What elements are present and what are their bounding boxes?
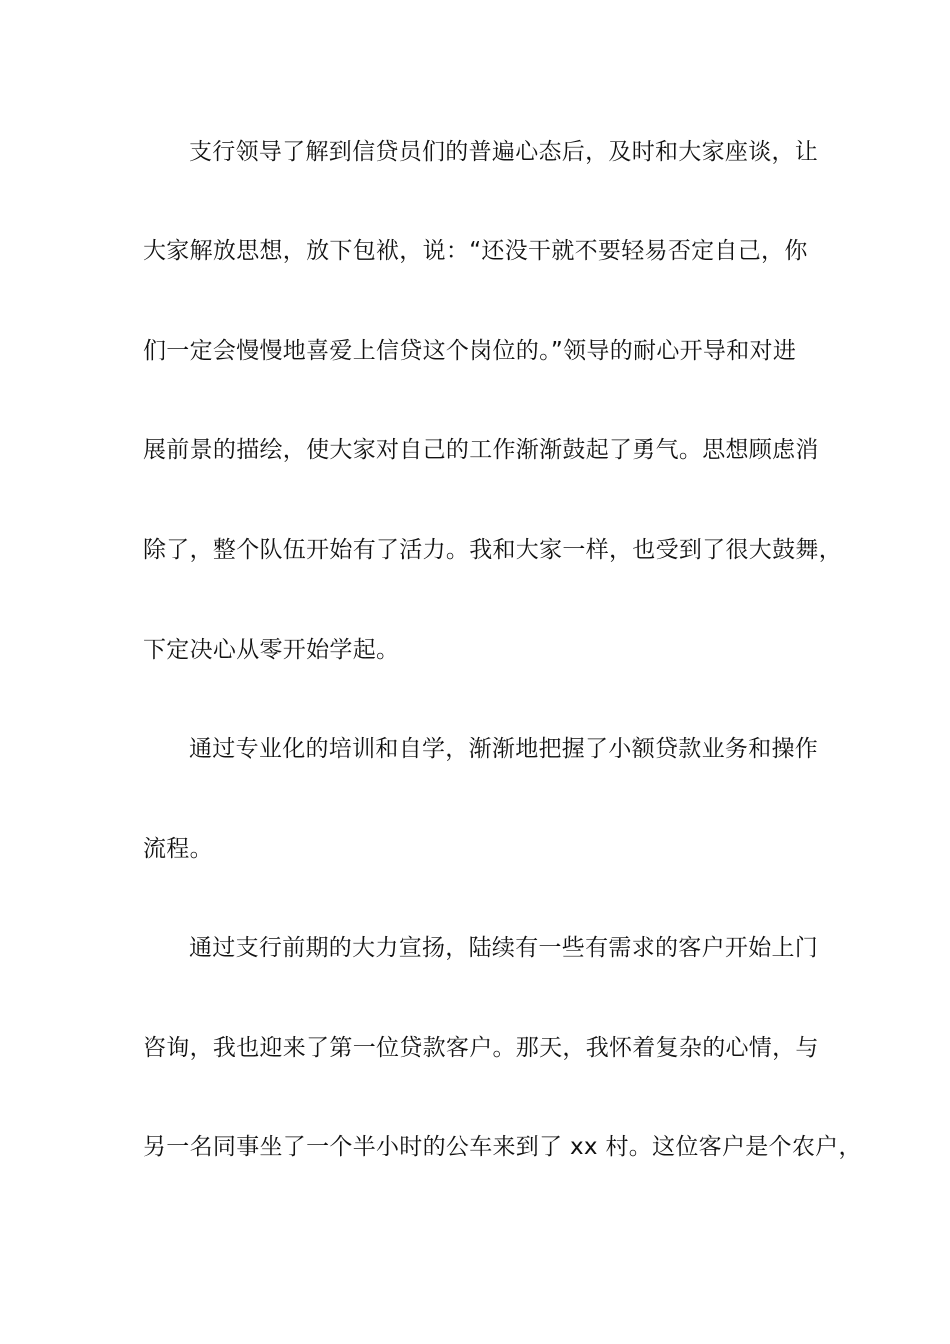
paragraph-1-line-6: 下定决心从零开始学起。 <box>143 637 400 663</box>
paragraph-1-line-4: 展前景的描绘，使大家对自己的工作渐渐鼓起了勇气。思想顾虑消 <box>143 437 819 463</box>
paragraph-1-line-3: 们一定会慢慢地喜爱上信贷这个岗位的。”领导的耐心开导和对进 <box>143 338 797 364</box>
paragraph-1-line-1: 支行领导了解到信贷员们的普遍心态后，及时和大家座谈，让 <box>189 139 819 165</box>
paragraph-3-line-3: 另一名同事坐了一个半小时的公车来到了 xx 村。这位客户是个农户， <box>143 1134 862 1160</box>
paragraph-1-line-5: 除了，整个队伍开始有了活力。我和大家一样，也受到了很大鼓舞， <box>143 537 842 563</box>
paragraph-3-line-2: 咨询，我也迎来了第一位贷款客户。那天，我怀着复杂的心情，与 <box>143 1035 819 1061</box>
paragraph-2-line-1: 通过专业化的培训和自学，渐渐地把握了小额贷款业务和操作 <box>189 736 819 762</box>
paragraph-2-line-2: 流程。 <box>143 836 213 862</box>
paragraph-1-line-2: 大家解放思想，放下包袱，说：“还没干就不要轻易否定自己，你 <box>143 238 808 264</box>
paragraph-3-line-1: 通过支行前期的大力宣扬，陆续有一些有需求的客户开始上门 <box>189 935 819 961</box>
